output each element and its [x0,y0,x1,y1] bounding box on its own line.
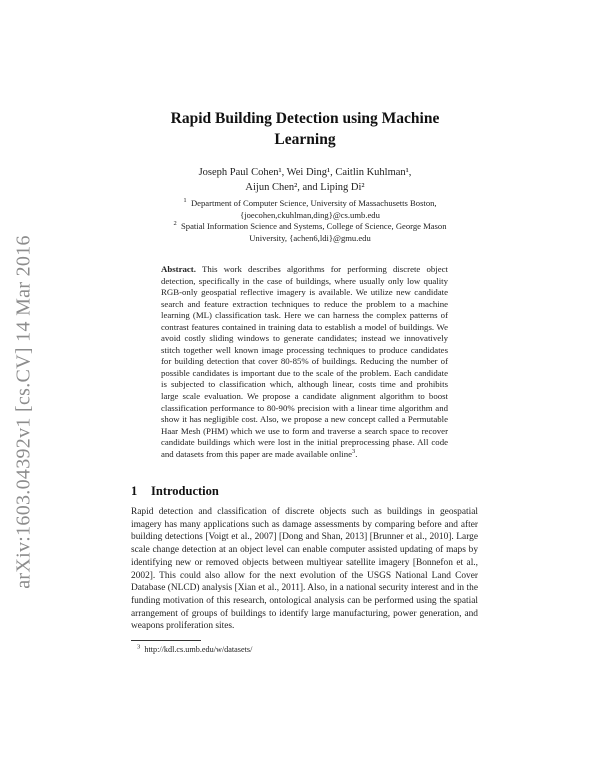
footnote-divider [131,640,201,641]
author-line-1: Joseph Paul Cohen¹, Wei Ding¹, Caitlin Kuhlman¹, [198,167,412,178]
section-number: 1 [131,484,138,498]
introduction-paragraph: Rapid detection and classification of discrete objects such as buildings in geospatial imagery has many applications such as damage assessments by comparing before and after building detections [Voigt et al., 2007] [Dong and Shan, 2013] [Brunner et al., 2010]. Large scale change detection at an object level can enable computer assisted updating of maps by identifying new or removed objects between multiyear satellite imagery [Bonnefon et al., 2002]. This could also allow for the next evolution of the USGS National Land Cover Database (NLCD) analysis [Xian et al., 2011]. Also, in a national security interest and in the funding motivation of this research, ontological analysis can be performed using the spatial arrangement of groups of buildings to identify large manufacturing, power generation, and weapons proliferation sites. [131,507,478,632]
footnote-link[interactable]: http://kdl.cs.umb.edu/w/datasets/ [144,645,253,654]
affiliation-1-email: {joecohen,ckuhlman,ding}@cs.umb.edu [240,209,380,220]
affiliation-2: $^2$ Spatial Information Science and Systems, College of Science, George Mason [173,220,447,231]
affiliations [150,198,470,244]
footnote-marker: 3 [137,643,141,651]
arxiv-identifier-text: arXiv:1603.04392v1 [cs.CV] 14 Mar 2016 [12,235,35,589]
section-title: Introduction [151,484,219,498]
author-line-2: Aijun Chen², and Liping Di² [245,182,365,193]
abstract-text: This work describes algorithms for performing discrete object detection, specifically in the case of buildings, where usually only low quality RGB-only geospatial reflective imagery is available. We utilize new candidate search and feature extraction techniques to reduce the problem to a machine learning (ML) classification task. Here we can harness the complex patterns of contrast features contained in training data to establish a model of buildings. We avoid costly sliding windows to generate candidates; instead we innovatively stitch together well known image processing techniques to produce candidates for building detection that cover 80-85% of buildings. Reducing the number of possible candidates is important due to the scale of the problem. Each candidate is subjected to classification which, although linear, costs time and prohibits large scale evaluation. We propose a candidate alignment algorithm to boost classification performance to 80-90% precision with a linear time algorithm and show it has negligible cost. Also, we propose a new concept called a Permutable Haar Mesh (PHM) which we use to form and traverse a search space to recover candidate buildings which were lost in the initial preprocessing phase. All code and datasets from this paper are made available online [161,264,448,459]
abstract: Abstract. This work describes algorithms for performing discrete object detection, specifically in the case of buildings, where usually only low quality RGB-only geospatial reflective imagery is available. We utilize new candidate search and feature extraction techniques to reduce the problem to a machine learning (ML) classification task. Here we can harness the complex patterns of contrast features contained in training data to establish a model of buildings. We avoid costly sliding windows to generate candidates; instead we innovatively stitch together well known image processing techniques to produce candidates for building detection that cover 80-85% of buildings. Reducing the number of possible candidates is important due to the scale of the problem. Each candidate is subjected to classification which, although linear, costs time and prohibits large scale evaluation. We propose a candidate alignment algorithm to boost classification performance to 80-90% precision with a linear time algorithm and show it has negligible cost. Also, we propose a new concept called a Permutable Haar Mesh (PHM) which we use to form and traverse a search space to recover candidate buildings which were lost in the initial preprocessing phase. All code and datasets from this paper are made available online$^3$. [161,264,448,459]
section-heading [131,484,219,499]
footnote-reference[interactable]: 3 [352,447,356,455]
arxiv-identifier-stamp [10,212,38,612]
footnote [131,640,478,655]
paper-title: Rapid Building Detection using Machine Learning [170,110,440,148]
author-list [160,165,450,195]
affiliation-2-email: University, {achen6,ldi}@gmu.edu [249,232,371,243]
abstract-label: Abstract. [161,264,196,274]
affiliation-1: $^1$ Department of Computer Science, University of Massachusetts Boston, [183,197,437,208]
